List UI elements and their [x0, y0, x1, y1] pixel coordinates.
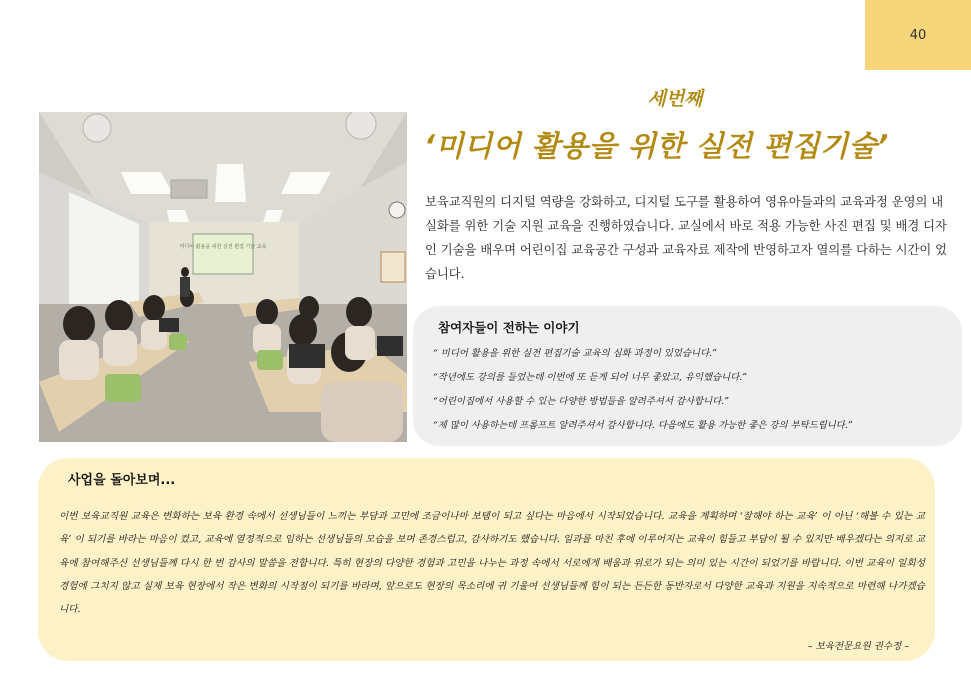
- reflection-body: 이번 보육교직원 교육은 변화하는 보육 환경 속에서 선생님들이 느끼는 부담과 고민에 조금이나마 보탬이 되고 싶다는 마음에서 시작되었습니다. 교육을 계획하며 ‘잘해야 하는 교육’ 이 아닌 ‘해볼 수 있는 교육’ 이 되기를 바라는 마음이 컸고, 교육에 열정적으로 임하는 선생님들의 모습을 보며 존경스럽고, 감사하기도 했습니다. 일과를 마친 후에 이루어지는 교육이 힘들고 부담이 될 수 있지만 배우겠다는 의지로 교육에 참여해주신 선생님들께 다시 한 번 감사의 말씀을 전합니다. 특히 현장의 다양한 경험과 고민을 나누는 과정 속에서 서로에게 배움과 위로가 되는 의미 있는 시간이 되었기를 바랍니다. 이번 교육이 일회성 경험에 그치지 않고 실제 보육 현장에서 작은 변화의 시작점이 되기를 바라며, 앞으로도 현장의 목소리에 귀 기울여 선생님들께 힘이 되는 든든한 동반자로서 다양한 교육과 지원을 지속적으로 마련해 나가겠습니다.: [59, 511, 925, 616]
- projector-screen-text: 미디어 활용을 위한 실전 편집 기술 교육: [179, 244, 267, 250]
- participant-quote: “작년에도 강의를 들었는데 이번에 또 듣게 되어 너무 좋았고, 유익했습니다.”: [433, 372, 748, 383]
- section-subtitle: 세번째: [647, 88, 703, 110]
- participant-quote: “ 미디어 활용을 위한 실전 편집기술 교육의 심화 과정이 있었습니다.”: [433, 348, 717, 359]
- training-classroom-photo: [39, 112, 407, 442]
- author-signature: – 보육전문요원 권수정 –: [807, 641, 909, 652]
- participant-quote: “어린이집에서 사용할 수 있는 다양한 방법들을 알려주셔서 감사합니다.”: [433, 396, 730, 407]
- page-number-tab: [865, 0, 971, 70]
- page-number: 40: [909, 28, 927, 43]
- reflection-title: 사업을 돌아보며...: [68, 473, 176, 488]
- page-title: ‘미디어 활용을 위한 실전 편집기술’: [424, 129, 889, 163]
- voices-title: 참여자들이 전하는 이야기: [438, 320, 580, 335]
- intro-paragraph: 보육교직원의 디지털 역량을 강화하고, 디지털 도구를 활용하여 영유아들과의 교육과정 운영의 내실화를 위한 기술 지원 교육을 진행하였습니다. 교실에서 바로 적용 가능한 사진 편집 및 배경 디자인 기술을 배우며 어린이집 교육공간 구성과 교육자료 제작에 반영하고자 열의를 다하는 시간이 었습니다.: [425, 195, 948, 281]
- participant-quote: “제 많이 사용하는데 프롬프트 알려주셔서 감사합니다. 다음에도 활용 가능한 좋은 강의 부탁드립니다.”: [433, 420, 853, 431]
- participant-voices-box: [413, 306, 962, 446]
- reflection-box: [38, 458, 935, 661]
